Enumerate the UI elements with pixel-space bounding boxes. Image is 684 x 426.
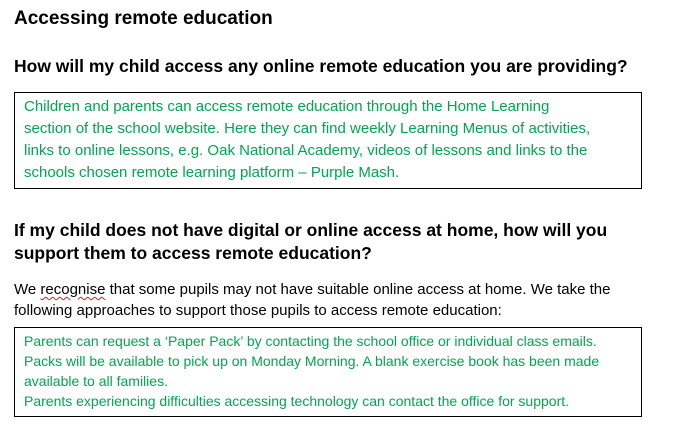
answer-line: section of the school website. Here they can find weekly Learning Menus of activities,: [24, 120, 591, 137]
question-heading-online-access: How will my child access any online remote education you are providing?: [14, 56, 628, 76]
heading-line: support them to access remote education?: [14, 243, 372, 263]
spellcheck-flagged-word[interactable]: recognise: [40, 281, 106, 298]
answer-box-no-digital-access: [14, 327, 642, 417]
heading-line: If my child does not have digital or online access at home, how will you: [14, 220, 608, 240]
answer-line: Parents experiencing difficulties accessing technology can contact the office for support.: [24, 393, 570, 409]
intro-text: that some pupils may not have suitable online access at home. We take the: [105, 281, 611, 298]
answer-line: links to online lessons, e.g. Oak National Academy, videos of lessons and links to the: [24, 142, 588, 159]
intro-line: [14, 279, 610, 300]
answer-line: schools chosen remote learning platform – Purple Mash.: [24, 164, 400, 181]
answer-line: available to all families.: [24, 373, 168, 389]
answer-line: Packs will be available to pick up on Monday Morning. A blank exercise book has been made: [24, 353, 600, 369]
answer-line: Children and parents can access remote education through the Home Learning: [24, 98, 550, 115]
answer-box-online-access: [14, 92, 642, 189]
question-heading-no-digital-access: [14, 219, 607, 265]
answer-line: Parents can request a ‘Paper Pack’ by contacting the school office or individual class emails.: [24, 333, 597, 349]
intro-text: We: [14, 281, 41, 298]
page-title: Accessing remote education: [14, 8, 273, 29]
intro-line: following approaches to support those pupils to access remote education:: [14, 302, 502, 319]
intro-paragraph: [14, 279, 610, 321]
